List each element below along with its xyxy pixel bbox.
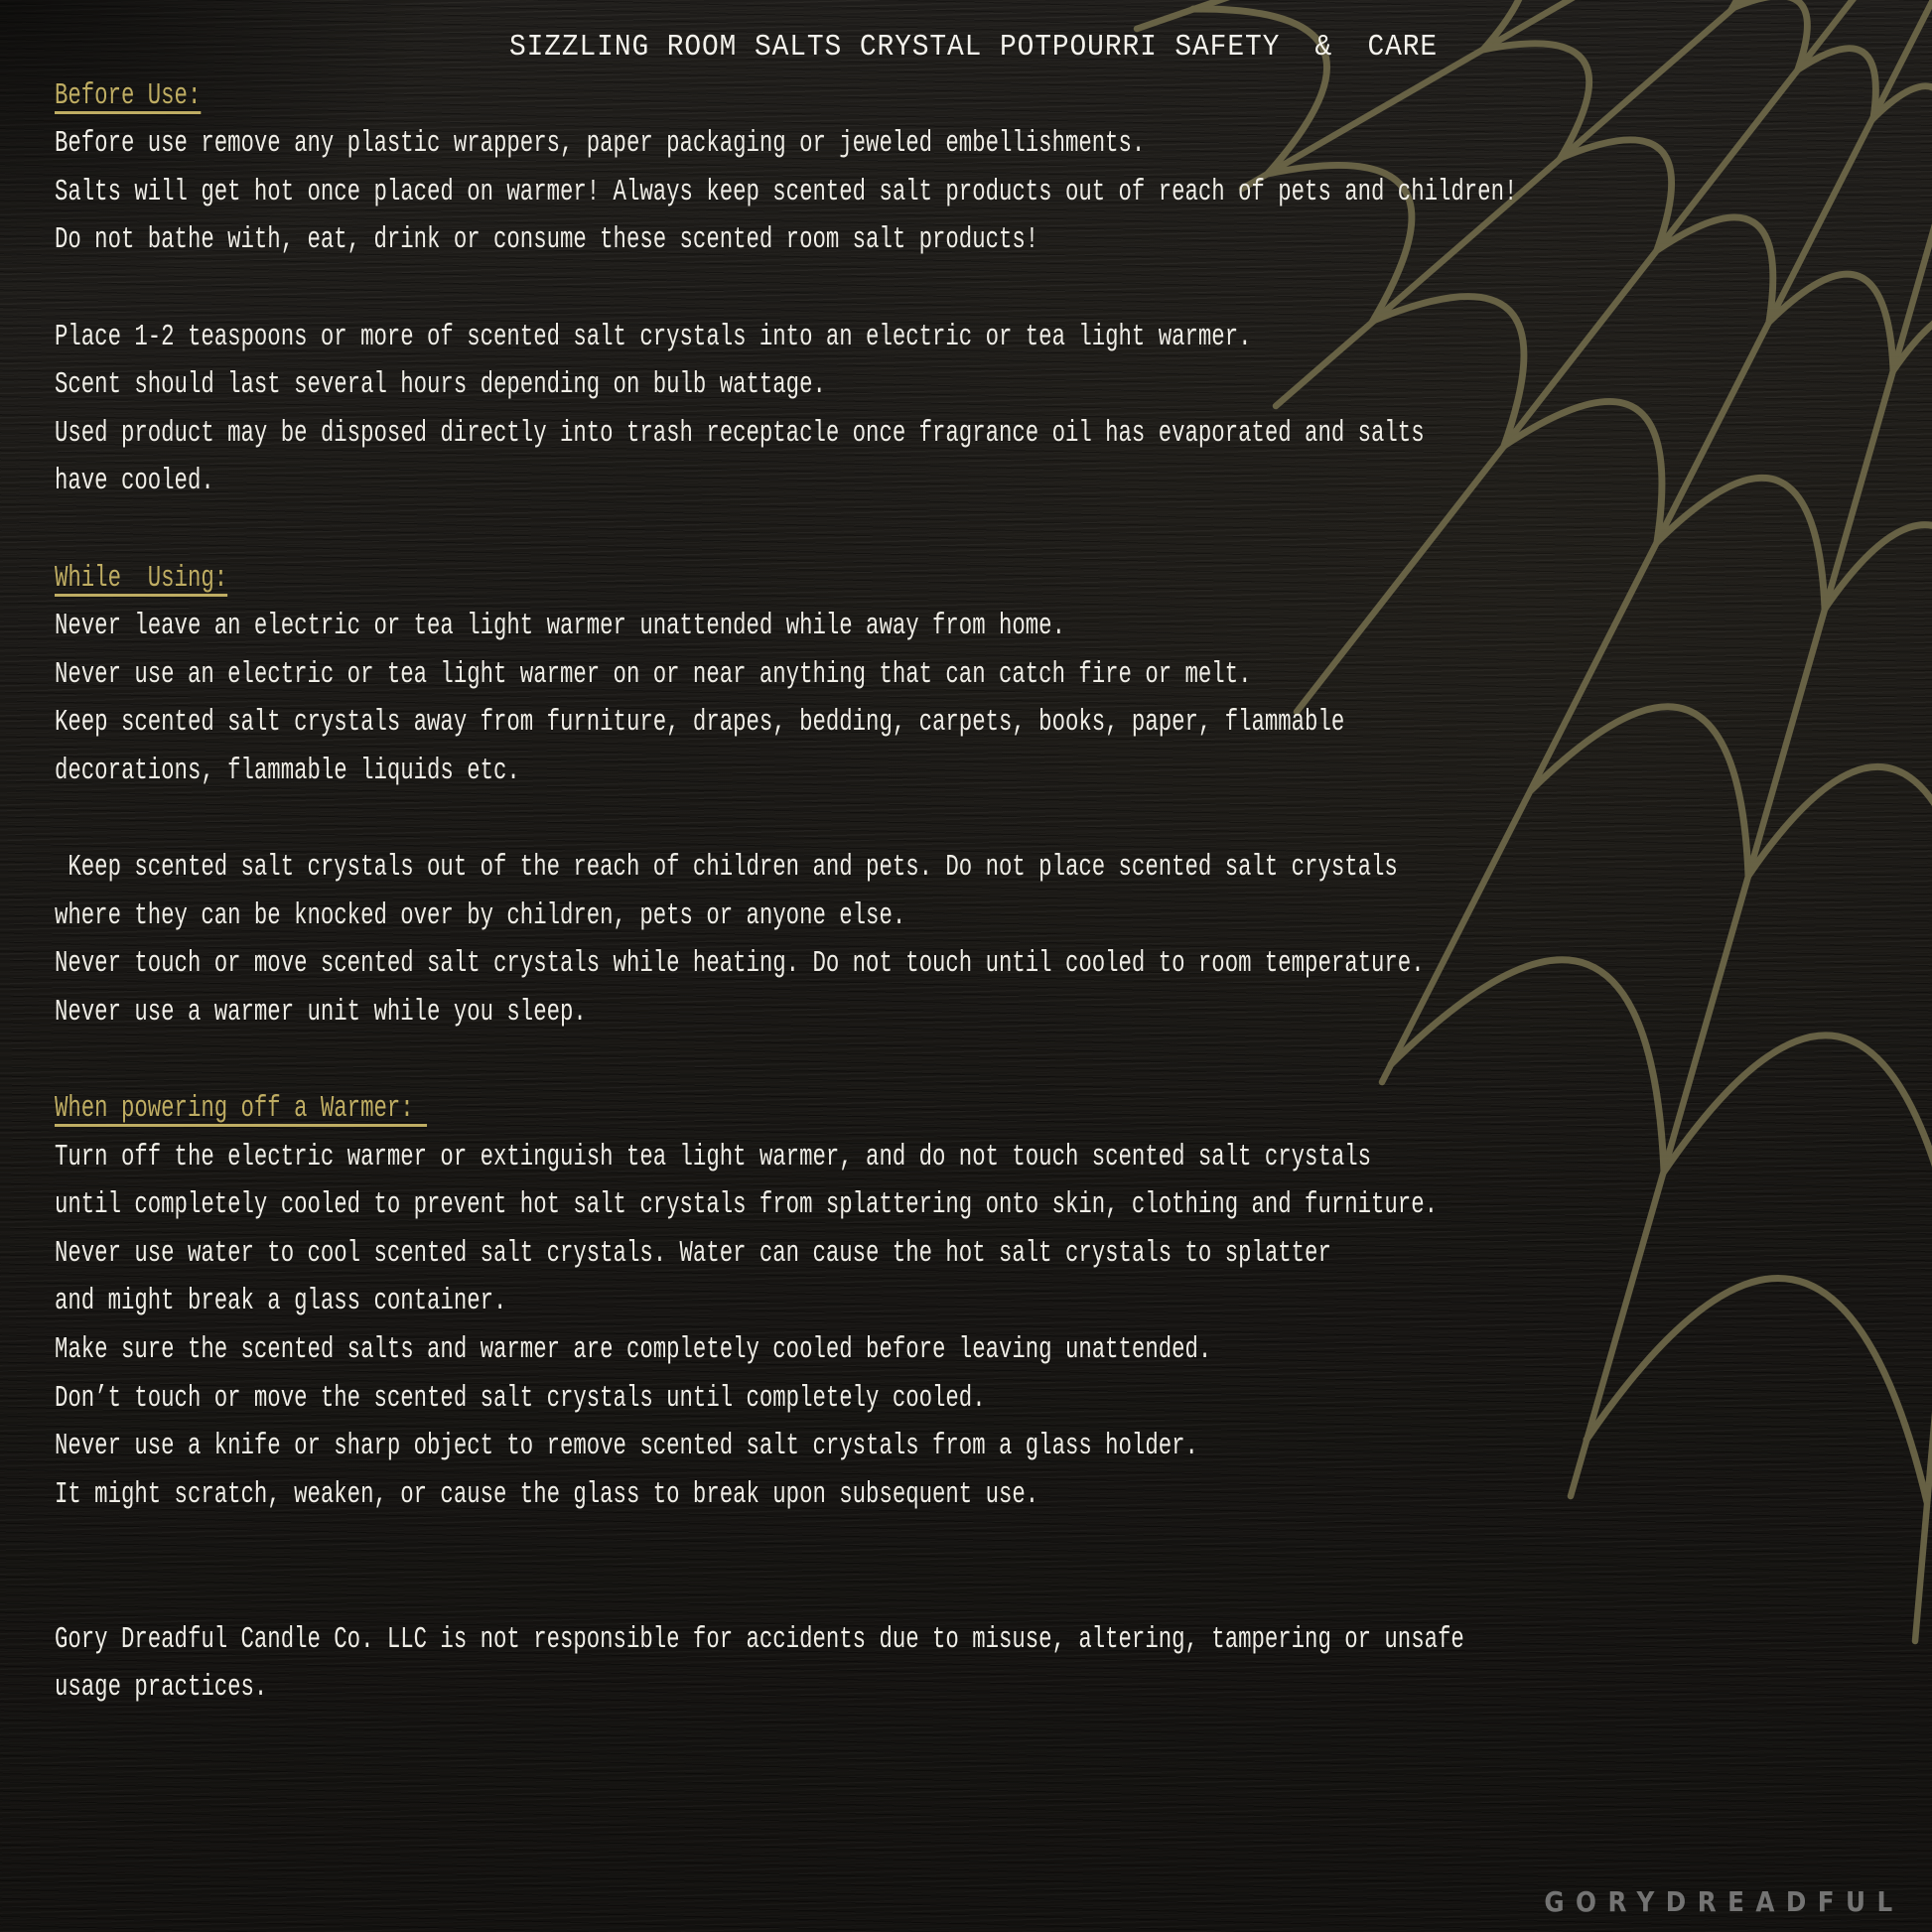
text-line: Turn off the electric warmer or extinguish tea light warmer, and do not touch scented salt crystals [55, 1139, 1372, 1174]
text-line: Used product may be disposed directly into trash receptacle once fragrance oil has evaporated and salts [55, 415, 1425, 451]
blank-line [55, 1568, 1378, 1616]
text-line: Salts will get hot once placed on warmer! Always keep scented salt products out of reach of pets and children! [55, 174, 1518, 209]
text-line: and might break a glass container. [55, 1284, 507, 1319]
blank-line [55, 1519, 1378, 1568]
text-line: decorations, flammable liquids etc. [55, 753, 520, 788]
text-line: It might scratch, weaken, or cause the glass to break upon subsequent use. [55, 1476, 1039, 1512]
text-line: Don’t touch or move the scented salt crystals until completely cooled. [55, 1380, 986, 1416]
watermark-text: GORYDREADFUL [1544, 1885, 1904, 1918]
text-line: have cooled. [55, 464, 214, 499]
blank-line [55, 796, 1378, 845]
text-line: Never use a knife or sharp object to remove scented salt crystals from a glass holder. [55, 1429, 1198, 1464]
text-line: Keep scented salt crystals away from furniture, drapes, bedding, carpets, books, paper, flammable [55, 705, 1345, 741]
text-line: until completely cooled to prevent hot salt crystals from splattering onto skin, clothing and furniture. [55, 1187, 1438, 1223]
text-line: Keep scented salt crystals out of the reach of children and pets. Do not place scented salt crystals [55, 850, 1398, 886]
blank-line [55, 506, 1378, 555]
section-heading: Before Use: [55, 77, 202, 113]
text-line: Scent should last several hours depending on bulb wattage. [55, 367, 826, 403]
section-heading: When powering off a Warmer: [55, 1091, 428, 1127]
text-line: usage practices. [55, 1670, 268, 1706]
text-line: Never use water to cool scented salt crystals. Water can cause the hot salt crystals to splatter [55, 1235, 1331, 1271]
text-line: Gory Dreadful Candle Co. LLC is not responsible for accidents due to misuse, altering, tampering or unsafe [55, 1621, 1464, 1657]
text-line: Before use remove any plastic wrappers, paper packaging or jeweled embellishments. [55, 126, 1146, 162]
blank-line [55, 1036, 1378, 1085]
text-line: Never use a warmer unit while you sleep. [55, 994, 587, 1030]
text-line: where they can be knocked over by children, pets or anyone else. [55, 897, 906, 933]
page-title: SIZZLING ROOM SALTS CRYSTAL POTPOURRI SAFETY & CARE [508, 30, 1439, 65]
blank-line [55, 265, 1378, 314]
text-line: Never leave an electric or tea light warmer unattended while away from home. [55, 609, 1065, 644]
text-line: Make sure the scented salts and warmer are completely cooled before leaving unattended. [55, 1332, 1212, 1368]
text-line: Place 1-2 teaspoons or more of scented salt crystals into an electric or tea light warmer. [55, 319, 1252, 354]
section-heading: While Using: [55, 560, 228, 596]
text-line: Do not bathe with, eat, drink or consume these scented room salt products! [55, 222, 1039, 258]
text-line: Never touch or move scented salt crystals while heating. Do not touch until cooled to room temperature. [55, 946, 1425, 982]
text-line: Never use an electric or tea light warmer on or near anything that can catch fire or melt. [55, 656, 1252, 692]
document-body [55, 24, 1892, 1713]
